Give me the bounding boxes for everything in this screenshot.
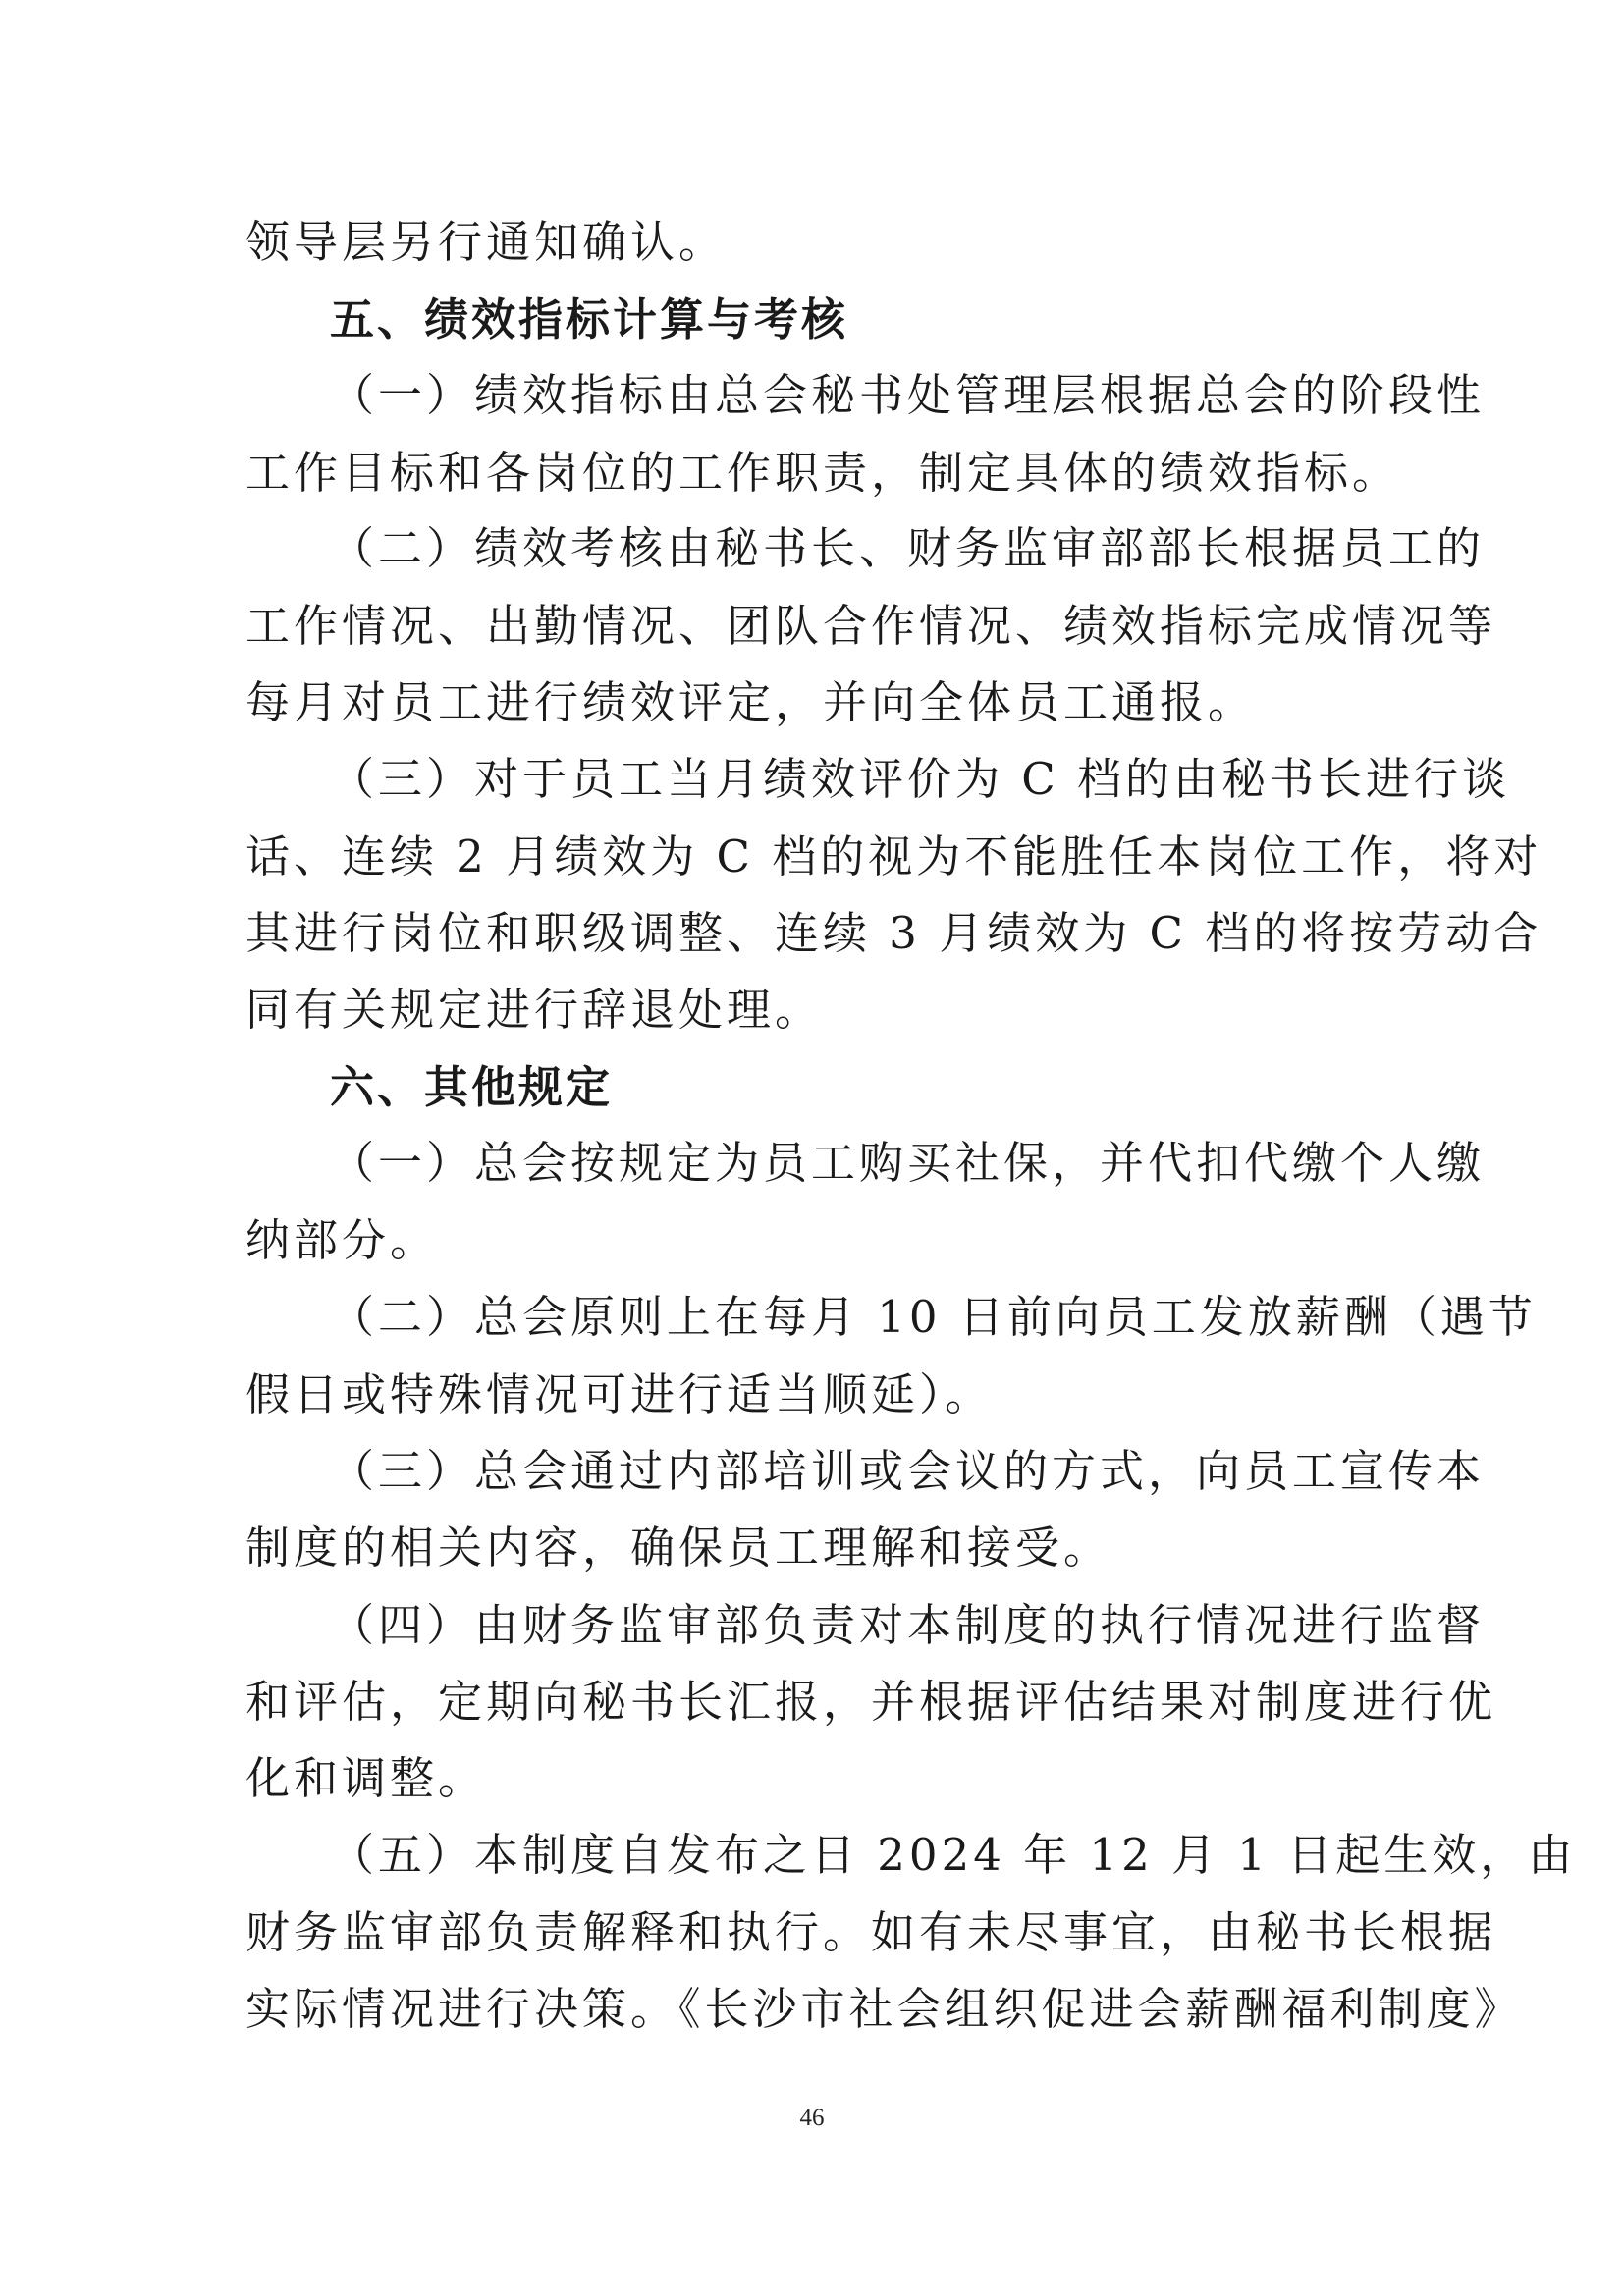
paragraph-line: 同有关规定进行辞退处理。: [245, 984, 824, 1036]
paragraph-line: 实际情况进行决策。《长沙市社会组织促进会薪酬福利制度》: [245, 1983, 1523, 2035]
paragraph-line: 纳部分。: [245, 1214, 439, 1266]
paragraph-line: （五）本制度自发布之日 2024 年 12 月 1 日起生效，由: [330, 1829, 1577, 1881]
paragraph-line: 每月对员工进行绩效评定，并向全体员工通报。: [245, 676, 1257, 728]
paragraph-line: （一）绩效指标由总会秘书处管理层根据总会的阶段性: [330, 369, 1486, 421]
paragraph-line: 假日或特殊情况可进行适当顺延）。: [245, 1368, 994, 1420]
paragraph-line: （二）总会原则上在每月 10 日前向员工发放薪酬（遇节: [330, 1291, 1537, 1343]
paragraph-line: 制度的相关内容，确保员工理解和接受。: [245, 1522, 1112, 1574]
paragraph-line: 话、连续 2 月绩效为 C 档的视为不能胜任本岗位工作，将对: [245, 830, 1543, 882]
paragraph-line: （三）总会通过内部培训或会议的方式，向员工宣传本: [330, 1445, 1486, 1497]
paragraph-line: 财务监审部负责解释和执行。如有未尽事宜，由秘书长根据: [245, 1906, 1497, 1958]
paragraph-line: 领导层另行通知确认。: [245, 216, 728, 268]
paragraph-line: （三）对于员工当月绩效评价为 C 档的由秘书长进行谈: [330, 753, 1511, 805]
paragraph-line: （二）绩效考核由秘书长、财务监审部部长根据员工的: [330, 522, 1486, 574]
paragraph-line: 工作目标和各岗位的工作职责，制定具体的绩效指标。: [245, 447, 1401, 499]
paragraph-line: 和评估，定期向秘书长汇报，并根据评估结果对制度进行优: [245, 1676, 1497, 1728]
section-heading: 五、绩效指标计算与考核: [330, 294, 849, 346]
section-heading: 六、其他规定: [330, 1061, 614, 1113]
paragraph-line: （四）由财务监审部负责对本制度的执行情况进行监督: [330, 1599, 1486, 1651]
paragraph-line: （一）总会按规定为员工购买社保，并代扣代缴个人缴: [330, 1137, 1486, 1189]
paragraph-line: 化和调整。: [245, 1752, 487, 1804]
paragraph-line: 其进行岗位和职级调整、连续 3 月绩效为 C 档的将按劳动合: [245, 907, 1543, 959]
paragraph-line: 工作情况、出勤情况、团队合作情况、绩效指标完成情况等: [245, 600, 1497, 652]
page-number: 46: [799, 2105, 825, 2131]
